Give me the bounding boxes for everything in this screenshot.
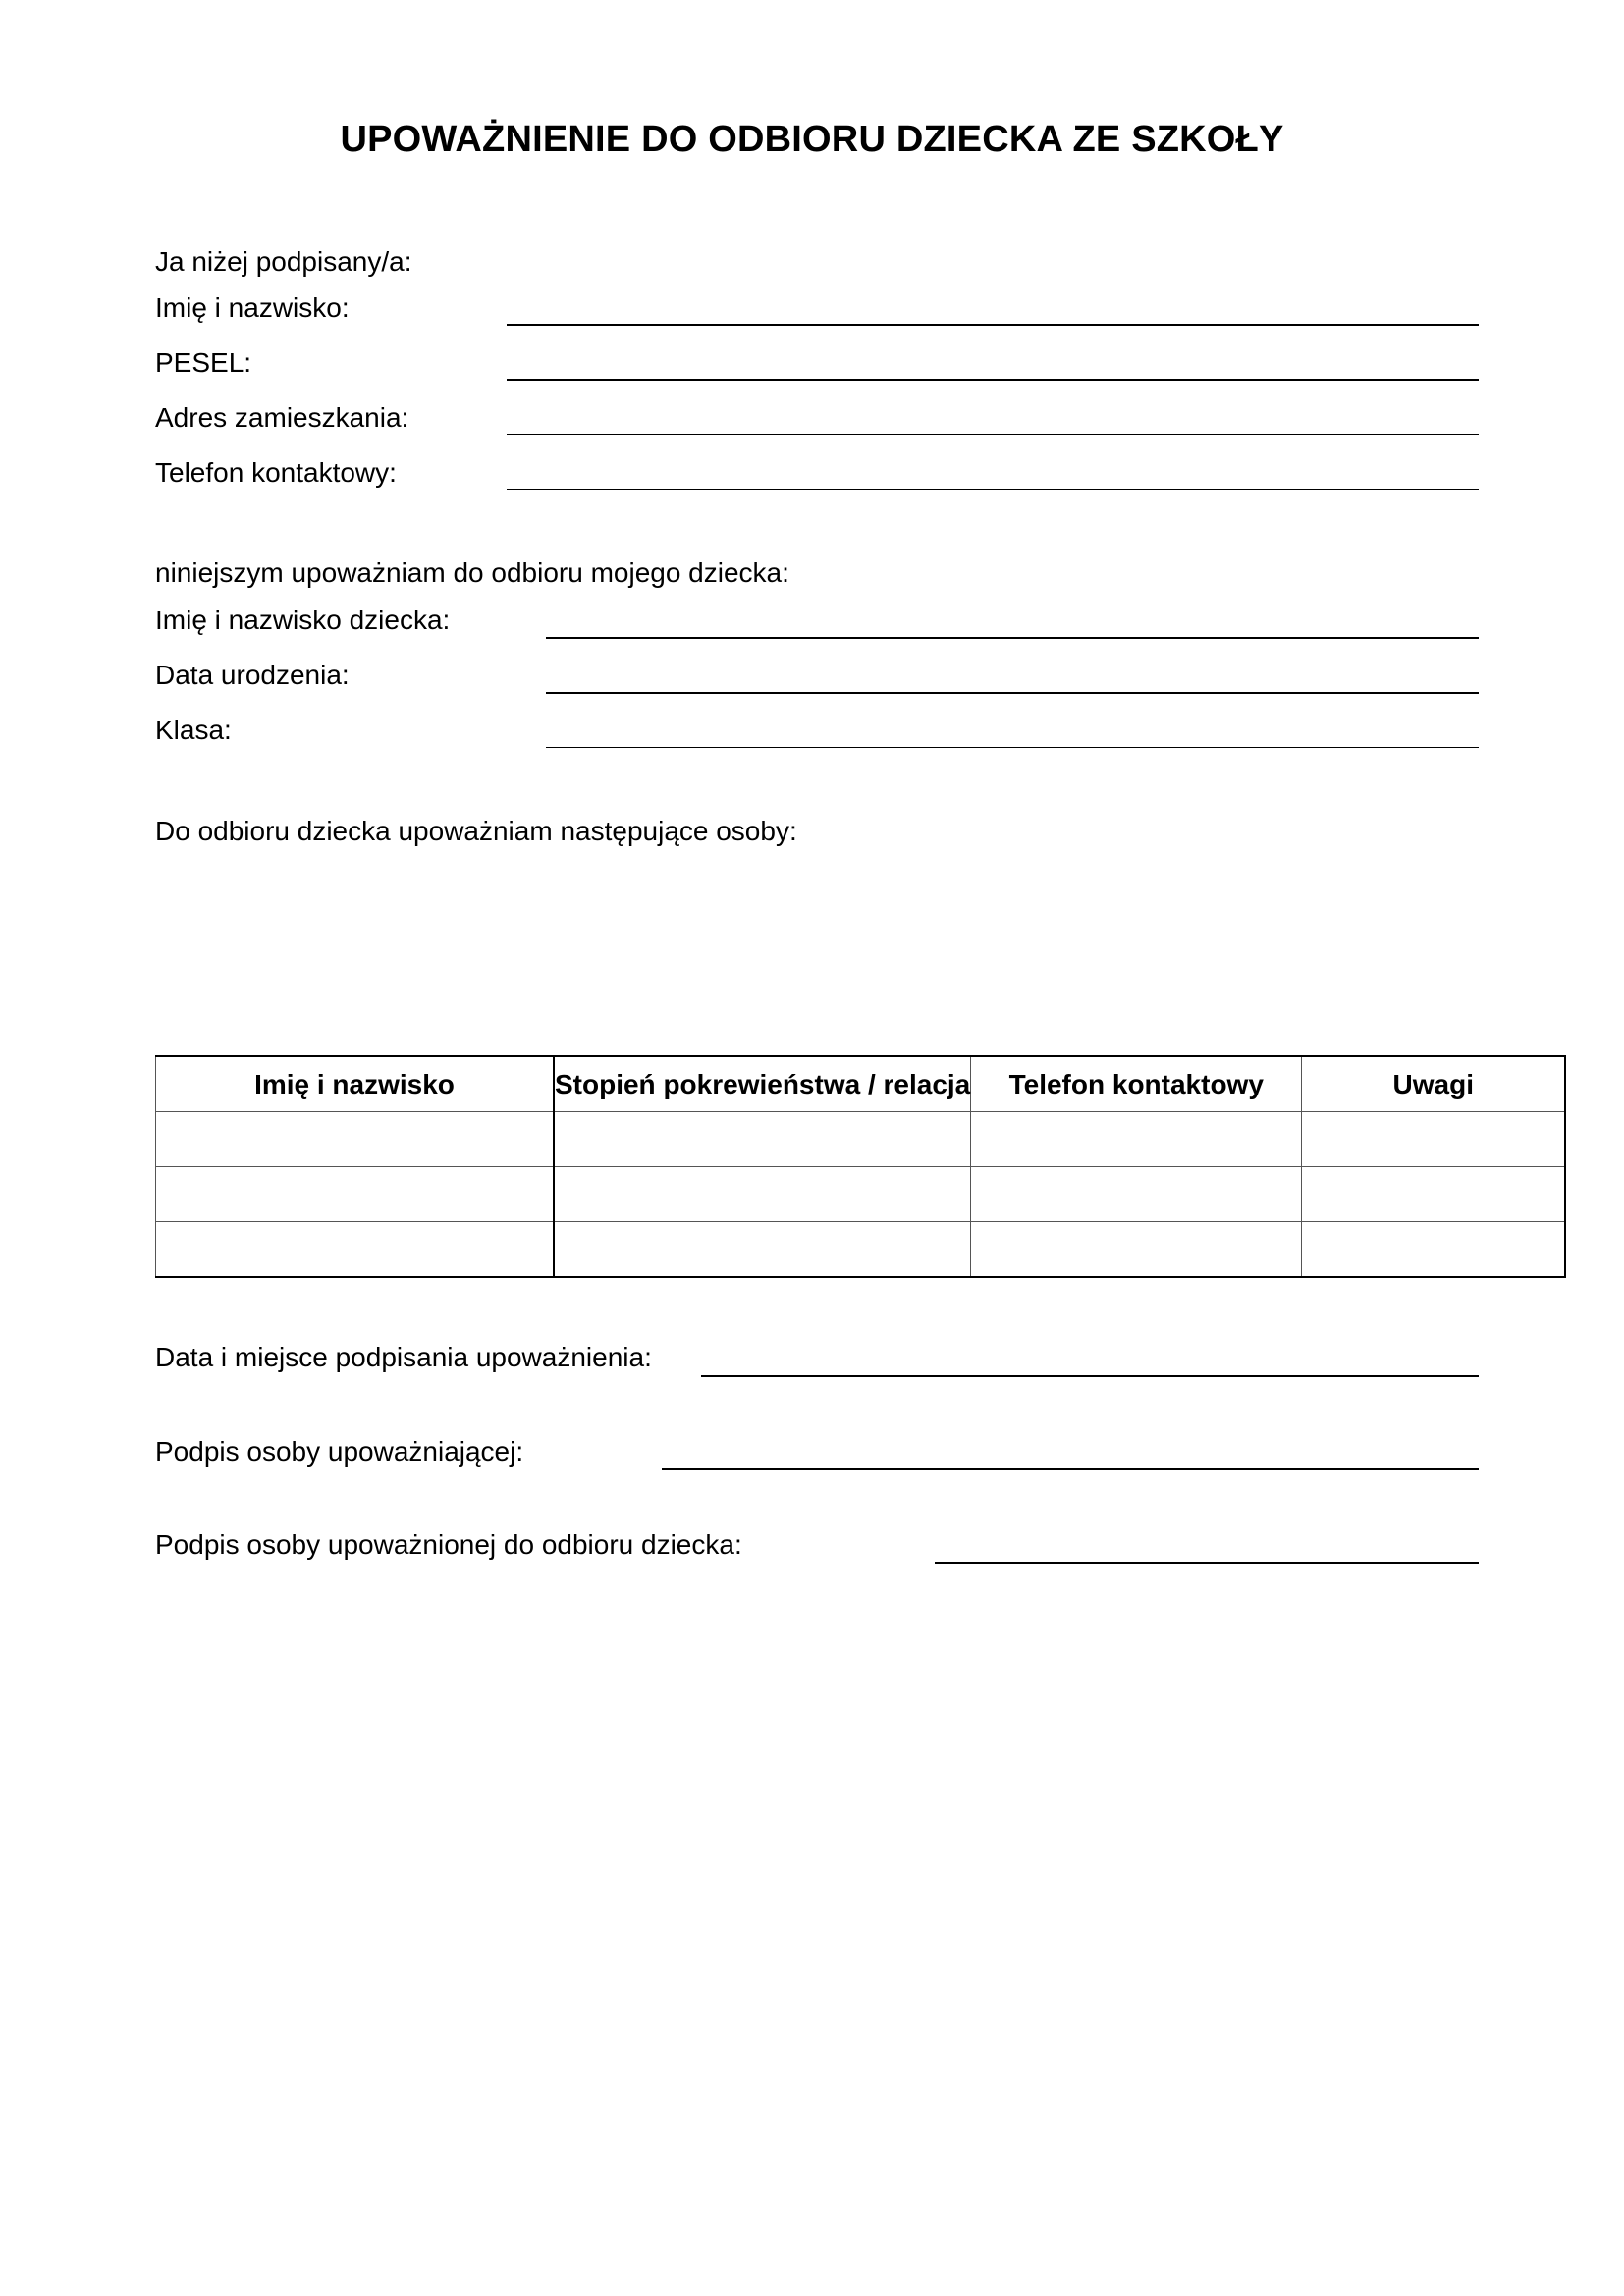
authorized-signature-label: Podpis osoby upoważnionej do odbioru dziecka: [155,1529,742,1560]
child-intro: niniejszym upoważniam do odbioru mojego dziecka: [155,558,789,588]
signing-date-place-field[interactable] [701,1375,1479,1377]
header-notes: Uwagi [1302,1056,1566,1112]
authorizing-signature-field[interactable] [662,1468,1479,1470]
table-cell[interactable] [971,1222,1302,1278]
document-title: UPOWAŻNIENIE DO ODBIORU DZIECKA ZE SZKOŁY [340,119,1284,160]
birth-date-field[interactable] [546,692,1479,694]
table-cell[interactable] [1302,1112,1566,1167]
table-cell[interactable] [1302,1167,1566,1222]
table-cell[interactable] [554,1112,971,1167]
table-cell[interactable] [554,1222,971,1278]
pesel-field[interactable] [507,379,1479,381]
parent-intro: Ja niżej podpisany/a: [155,246,412,277]
header-phone: Telefon kontaktowy [971,1056,1302,1112]
table-row [156,1222,1566,1278]
address-field[interactable] [507,434,1479,435]
parent-name-label: Imię i nazwisko: [155,293,350,323]
table-cell[interactable] [971,1112,1302,1167]
table-cell[interactable] [554,1167,971,1222]
class-label: Klasa: [155,715,232,745]
table-cell[interactable] [1302,1222,1566,1278]
address-label: Adres zamieszkania: [155,402,409,433]
parent-name-field[interactable] [507,324,1479,326]
parent-phone-label: Telefon kontaktowy: [155,457,397,488]
pesel-label: PESEL: [155,347,252,378]
authorized-signature-field[interactable] [935,1562,1479,1564]
table-cell[interactable] [156,1222,555,1278]
table-header-row [156,1056,1566,1112]
authorizing-signature-label: Podpis osoby upoważniającej: [155,1436,524,1467]
table-cell[interactable] [971,1167,1302,1222]
table-row [156,1167,1566,1222]
header-name: Imię i nazwisko [156,1056,555,1112]
table-cell[interactable] [156,1112,555,1167]
birth-date-label: Data urodzenia: [155,660,350,690]
persons-intro: Do odbioru dziecka upoważniam następujące osoby: [155,816,797,846]
parent-phone-field[interactable] [507,489,1479,490]
class-field[interactable] [546,747,1479,748]
child-name-label: Imię i nazwisko dziecka: [155,605,451,635]
child-name-field[interactable] [546,637,1479,639]
authorized-persons-table [155,1055,1566,1278]
header-relation: Stopień pokrewieństwa / relacja [554,1056,971,1112]
table-row [156,1112,1566,1167]
signing-date-place-label: Data i miejsce podpisania upoważnienia: [155,1342,652,1372]
table-cell[interactable] [156,1167,555,1222]
